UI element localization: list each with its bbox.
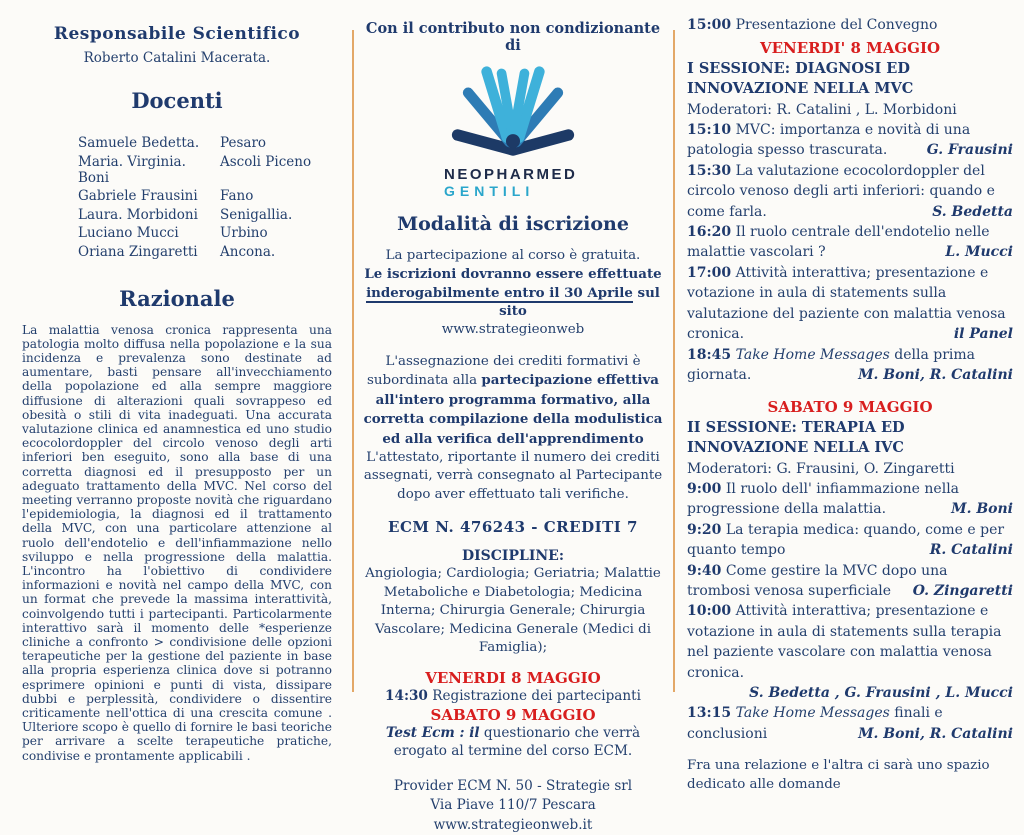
item-time: 9:40	[687, 562, 722, 579]
item-time: 15:10	[687, 122, 732, 139]
item-text: MVC: importanza e novità di una patologia spesso trascurata.	[687, 122, 971, 159]
neopharmed-wordmark	[444, 166, 582, 199]
razionale-text: La malattia venosa cronica rappresenta una patologia molto diffusa nella popolazione e la sua incidenza e prevalenza sono destinate ad aumentare, basti pensare all'invecchiamento della popolazione ed alla sempre maggiore diffusione di alterazioni quali sovrappeso ed obesità o stili di vita inadeguati. Una accurata valutazione clinica ed anamnestica ed uno studio ecocolordoppler del circolo venoso degli arti inferiori ben eseguito, sono alla base di una corretta diagnosi ed il presupposto per un adeguato trattamento della MVC. Nel corso del meeting verranno proposte novità che riguardano l'epidemiologia, la diagnosi ed il trattamento della MVC, con una particolare attenzione al ruolo dell'endotelio e dell'infiammazione nello sviluppo e nella progressione della malattia. L'incontro ha l'obiettivo di condividere informazioni e novità nel campo della MVC, con un format che prevede la massima interattività, coinvolgendo tutti i partecipanti. Particolarmente interattivo sarà il momento delle *esperienze cliniche a confronto > condivisione delle opzioni terapeutiche per la gestione del paziente in base alla propria esperienza clinica dove si potranno esprimere opinioni e punti di vista, dissipare dubbi e perplessità, condividere o dissentire criticamente nell'ottica di una crescita comune . Ulteriore scopo è quello di fornire le basi teoriche per arrivare a scelte terapeutiche pratiche, condivise e prontamente applicabili .	[22, 322, 332, 763]
razionale-title: Razionale	[119, 285, 235, 311]
test-ecm-text: questionario che verrà erogato al termine del corso ECM.	[393, 724, 641, 760]
docenti-list	[78, 135, 332, 260]
item-time: 9:00	[687, 480, 722, 497]
sabato-heading: SABATO 9 MAGGIO	[430, 705, 596, 724]
item-speaker: il Panel	[953, 326, 1013, 343]
item-time: 18:45	[687, 346, 732, 363]
session2-title: II SESSIONE: TERAPIA ED INNOVAZIONE NELLA IVC	[687, 418, 905, 457]
website-strategieonweb: www.strategieonweb	[441, 321, 585, 337]
test-ecm-label: Test Ecm : il	[385, 724, 480, 741]
item-text: finali e conclusioni	[687, 705, 943, 742]
program-item	[687, 120, 1013, 161]
item-speaker: O. Zingaretti	[912, 582, 1013, 599]
item-text: Presentazione del Convegno	[731, 17, 938, 33]
responsabile-name: Roberto Catalini Macerata.	[83, 50, 271, 66]
crediti-pre: L'assegnazione dei crediti formativi è subordinata alla	[367, 354, 641, 389]
item-speaker: S. Bedetta	[932, 203, 1013, 220]
ecm-credits: ECM N. 476243 - CREDITI 7	[388, 518, 638, 537]
docente-name: Samuele Bedetta.	[78, 135, 200, 151]
day1-heading: VENERDI' 8 MAGGIO	[759, 39, 941, 58]
item-time: 15:30	[687, 162, 732, 179]
registrazione-line	[360, 687, 666, 705]
item-time: 16:20	[687, 224, 732, 241]
iscrizioni-line1: Le iscrizioni dovranno essere effettuate	[364, 266, 662, 283]
crediti-bold: partecipazione effettiva all'intero programma formativo, alla corretta compilazione della modulistica ed alla verifica dell'apprendimento	[363, 372, 663, 447]
item-time: 15:00	[687, 17, 732, 33]
item-text-italic: Take Home Messages	[731, 705, 890, 722]
item-time: 10:00	[687, 603, 732, 620]
docente-name: Luciano Mucci	[78, 225, 179, 241]
docente-city: Ancona.	[220, 243, 276, 260]
website-strategieonweb-it: www.strategieonweb.it	[433, 816, 593, 833]
item-text: della prima giornata.	[687, 346, 976, 383]
program-item	[687, 345, 1013, 386]
docente-name: Gabriele Frausini	[78, 188, 198, 204]
item-text: La valutazione ecocolordoppler del circolo venoso degli arti inferiori: quando e come farla.	[687, 162, 995, 220]
program-item	[687, 161, 1013, 222]
responsabile-title: Responsabile Scientifico	[53, 24, 301, 44]
iscrizione-title: Modalità di iscrizione	[397, 213, 629, 235]
neopharmed-logo	[438, 62, 588, 199]
program-item	[687, 703, 1013, 744]
program-item	[687, 222, 1013, 263]
docente-name: Maria. Virginia. Boni	[78, 153, 186, 186]
item-speaker: M. Boni	[951, 501, 1013, 518]
gratuita-text: La partecipazione al corso è gratuita.	[385, 248, 641, 263]
item-text: Attività interattiva; presentazione e votazione in aula di statements sulla terapia nel paziente vascolare con malattia venosa cronica.	[687, 603, 1002, 681]
provider-line: Provider ECM N. 50 - Strategie srl	[393, 777, 633, 794]
item-text: Attività interattiva; presentazione e votazione in aula di statements sulla valutazione del paziente con malattia venosa cronica.	[687, 264, 1006, 343]
item-speaker: M. Boni, R. Catalini	[858, 725, 1013, 742]
iscrizioni-tail: sul sito	[499, 284, 660, 320]
item-speaker: G. Frausini	[926, 142, 1013, 159]
registrazione-text: Registrazione dei partecipanti	[427, 688, 641, 705]
venerdi-heading: VENERDI 8 MAGGIO	[425, 669, 601, 688]
middle-panel	[360, 0, 666, 835]
program-item	[687, 520, 1013, 561]
panel-divider-right	[673, 30, 675, 692]
attestato-text: L'attestato, riportante il numero dei crediti assegnati, verrà consegnato al Partecipante dopo aver effettuato tali verifiche.	[363, 450, 663, 502]
item-speaker: L. Mucci	[945, 244, 1013, 261]
docente-city: Pesaro	[220, 135, 267, 151]
wordmark-gentili: GENTILI	[444, 183, 535, 199]
program-item	[687, 263, 1013, 345]
item-text: La terapia medica: quando, come e per quanto tempo	[687, 521, 1005, 559]
discipline-list: Angiologia; Cardiologia; Geriatria; Malattie Metaboliche e Diabetologia; Medicina Interna; Chirurgia Generale; Chirurgia Vascolare; Medicina Generale (Medici di Famiglia);	[365, 566, 661, 655]
test-ecm-line	[360, 724, 666, 761]
program-item	[687, 601, 1013, 683]
program-panel	[687, 0, 1013, 794]
item-time: 9:20	[687, 521, 722, 538]
program-item	[687, 561, 1013, 602]
session1-moderators: Moderatori: R. Catalini , L. Morbidoni	[687, 101, 957, 118]
item-text: Il ruolo centrale dell'endotelio nelle malattie vascolari ?	[687, 224, 990, 261]
docente-city: Ascoli Piceno	[220, 153, 312, 170]
item-speaker: R. Catalini	[929, 542, 1013, 559]
session2-moderators: Moderatori: G. Frausini, O. Zingaretti	[687, 460, 955, 477]
day2-heading: SABATO 9 MAGGIO	[767, 398, 933, 417]
iscrizioni-text	[360, 265, 666, 320]
item-time: 13:15	[687, 705, 732, 722]
docenti-title: Docenti	[131, 88, 223, 113]
registrazione-time: 14:30	[385, 688, 428, 705]
neopharmed-fan-icon	[447, 62, 579, 164]
item-time: 17:00	[687, 264, 732, 281]
session1-title: I SESSIONE: DIAGNOSI ED INNOVAZIONE NELLA MVC	[687, 59, 914, 98]
wordmark-neopharmed: NEOPHARMED	[444, 166, 578, 183]
left-panel	[22, 0, 332, 763]
contribution-title: Con il contributo non condizionante di	[365, 20, 661, 54]
item-speakers-line: S. Bedetta , G. Frausini , L. Mucci	[749, 685, 1013, 701]
provider-address: Via Piave 110/7 Pescara	[430, 797, 596, 814]
panel-divider-left	[352, 30, 354, 692]
iscrizioni-deadline: inderogabilmente entro il 30 Aprile	[366, 284, 633, 301]
crediti-text	[360, 353, 666, 449]
docente-name: Laura. Morbidoni	[78, 206, 198, 223]
docente-city: Fano	[220, 188, 254, 204]
item-speaker: M. Boni, R. Catalini	[858, 366, 1013, 383]
questions-note: Fra una relazione e l'altra ci sarà uno spazio dedicato alle domande	[687, 758, 990, 793]
discipline-title: DISCIPLINE:	[461, 548, 565, 565]
provider-block	[360, 777, 666, 835]
item-text-italic: Take Home Messages	[731, 346, 890, 363]
item-text: Come gestire la MVC dopo una trombosi venosa superficiale	[687, 562, 948, 599]
program-item	[687, 15, 1013, 35]
docente-city: Urbino	[220, 225, 268, 241]
program-item	[687, 479, 1013, 520]
docente-city: Senigallia.	[220, 206, 293, 223]
docente-name: Oriana Zingaretti	[78, 243, 198, 260]
item-text: Il ruolo dell' infiammazione nella progressione della malattia.	[687, 480, 960, 518]
